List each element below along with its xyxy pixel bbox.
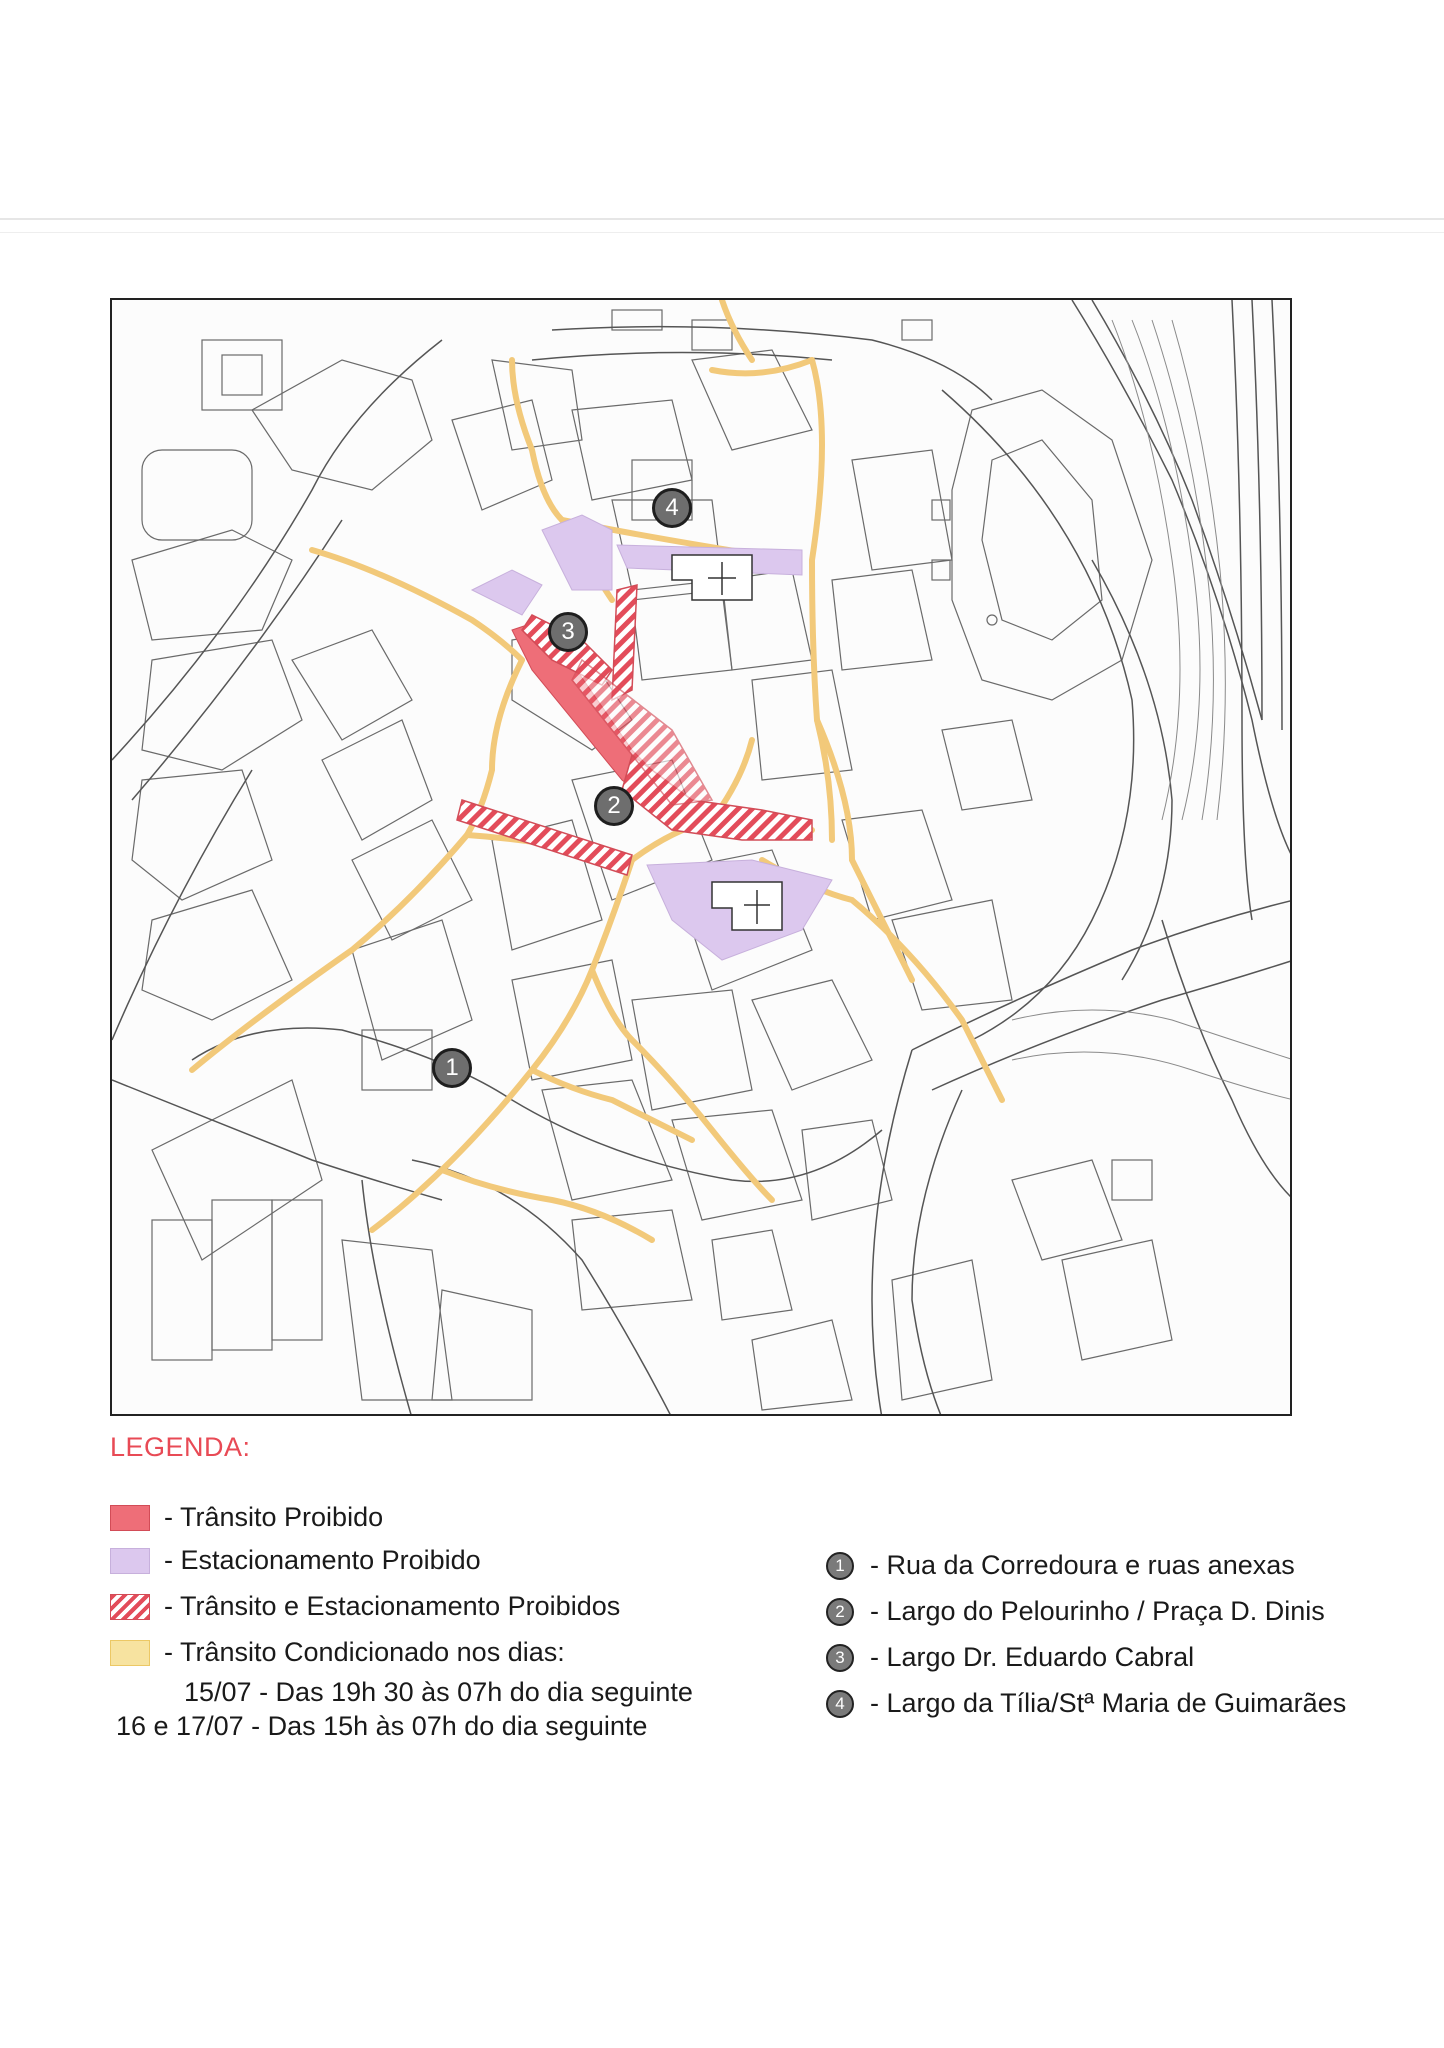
page-top-rule [0,218,1444,220]
legend-item-label: - Trânsito Proibido [164,1502,384,1532]
place-number-badge: 3 [826,1644,854,1672]
map-marker-2[interactable]: 2 [594,786,634,826]
legend-place-4 [826,1688,1346,1719]
legend-item-transito-condicionado [110,1637,565,1668]
place-number-badge: 4 [826,1690,854,1718]
place-label: - Largo da Tília/Stª Maria de Guimarães [870,1688,1347,1718]
legend-place-2 [826,1596,1325,1627]
no-traffic-no-parking-areas [457,585,812,875]
legend-swatch-yellow [110,1640,150,1666]
legend-item-label: - Trânsito e Estacionamento Proibidos [164,1591,621,1621]
legend-place-1 [826,1550,1295,1581]
legend-item-transito-estacionamento-proibidos [110,1591,620,1622]
legend-place-3 [826,1642,1194,1673]
legend-item-transito-proibido [110,1502,383,1533]
place-label: - Largo Dr. Eduardo Cabral [870,1642,1195,1672]
legend-swatch-lilac [110,1548,150,1574]
street-map[interactable] [110,298,1292,1416]
church-outline-1 [672,555,752,600]
conditioned-traffic-streets [192,300,1002,1240]
building-outlines [132,310,1172,1410]
map-marker-3[interactable]: 3 [548,612,588,652]
legend-swatch-red [110,1505,150,1531]
place-label: - Largo do Pelourinho / Praça D. Dinis [870,1596,1325,1626]
legend-schedule-line-2: 16 e 17/07 - Das 15h às 07h do dia seguinte [116,1711,648,1741]
map-drawing [112,300,1292,1416]
place-number-badge: 1 [826,1552,854,1580]
place-label: - Rua da Corredoura e ruas anexas [870,1550,1295,1580]
place-number-badge: 2 [826,1598,854,1626]
legend-title: LEGENDA: [110,1432,251,1462]
legend-item-estacionamento-proibido [110,1545,481,1576]
legend-item-label: - Estacionamento Proibido [164,1545,481,1575]
page-top-rule-2 [0,232,1444,233]
map-marker-1[interactable]: 1 [432,1048,472,1088]
legend-item-label: - Trânsito Condicionado nos dias: [164,1637,565,1667]
legend-schedule-line-1: 15/07 - Das 19h 30 às 07h do dia seguinte [184,1677,693,1707]
map-marker-4[interactable]: 4 [652,488,692,528]
legend-swatch-hatched [110,1594,150,1620]
